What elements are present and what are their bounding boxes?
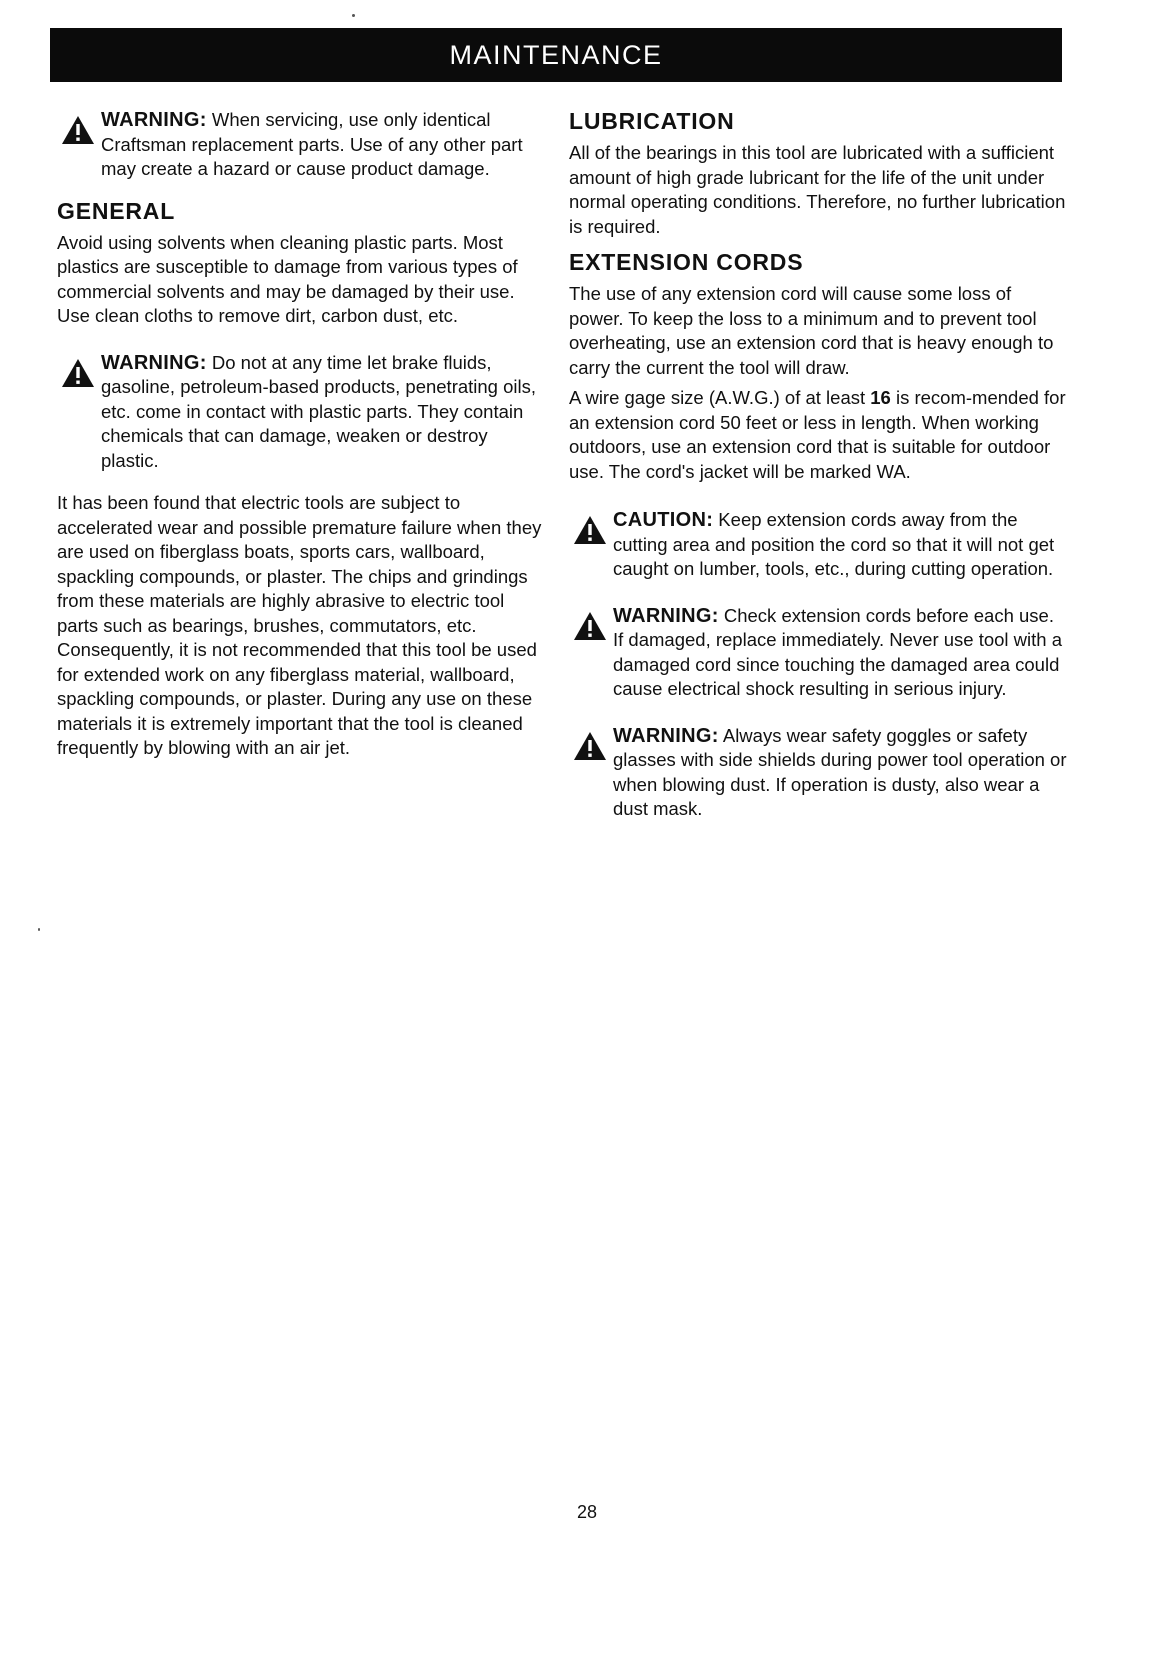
warning-safety-goggles — [569, 724, 1069, 822]
warning-triangle-icon — [61, 358, 95, 388]
warning-keyword: WARNING: — [101, 109, 207, 131]
warning-parts — [57, 108, 547, 182]
warning-triangle-icon — [573, 731, 607, 761]
wire-gage-text: A wire gage size (A.W.G.) of at least — [569, 387, 871, 408]
scan-speck — [38, 928, 40, 931]
scan-speck — [352, 14, 355, 17]
extension-cords-paragraph: The use of any extension cord will cause some loss of power. To keep the loss to a minimum and to prevent tool overheating, use an extension cord that is heavy enough to carry the current the tool will draw. — [569, 283, 1054, 378]
extension-cords-heading: EXTENSION CORDS — [569, 249, 804, 275]
warning-plastics — [57, 351, 547, 474]
lubrication-paragraph: All of the bearings in this tool are lubricated with a sufficient amount of high grade lubricant for the life of the unit under normal operating conditions. Therefore, no further lubrication is required. — [569, 142, 1066, 237]
warning-keyword: WARNING: — [101, 351, 207, 374]
caution-text: Keep extension cords away from the cutting area and position the cord so that it will not get caught on lumber, tools, etc., during cutting operation. — [613, 509, 1055, 579]
left-column — [57, 108, 547, 761]
right-column — [569, 108, 1069, 822]
fiberglass-paragraph: It has been found that electric tools are subject to accelerated wear and possible premature failure when they are used on fiberglass boats, sports cars, wallboard, spackling compounds, or plaster. The chips and grindings from these materials are highly abrasive to electric tool parts such as bearings, brushes, commutators, etc. Consequently, it is not recommended that this tool be used for extended work on any fiberglass material, wallboard, spackling compounds, or plaster. During any use on these materials it is extremely important that the tool is cleaned frequently by blowing with an air jet. — [57, 492, 542, 758]
warning-triangle-icon — [573, 515, 607, 545]
warning-keyword: WARNING: — [613, 604, 719, 627]
warning-text: Check extension cords before each use. If damaged, replace immediately. Never use tool with a damaged cord since touching the damaged area could cause electrical shock resulting in serious injury. — [613, 604, 1063, 699]
wire-gage-text-rest: is recom-mended for an extension cord 50 feet or less in length. When working outdoors, use an extension cord that is suitable for outdoor use. The cord's jacket will be marked WA. — [569, 387, 1066, 482]
warning-triangle-icon — [573, 611, 607, 641]
lubrication-heading: LUBRICATION — [569, 108, 735, 134]
warning-triangle-icon — [61, 115, 95, 145]
warning-text: Always wear safety goggles or safety glasses with side shields during power tool operation or when blowing dust. If operation is dusty, also wear a dust mask. — [613, 724, 1067, 819]
warning-text: Do not at any time let brake fluids, gasoline, petroleum-based products, penetrating oils, etc. come in contact with plastic parts. They contain chemicals that can damage, weaken or destroy plastic. — [101, 351, 537, 471]
section-banner — [50, 28, 1062, 82]
general-paragraph: Avoid using solvents when cleaning plastic parts. Most plastics are susceptible to damage from various types of commercial solvents and may be damaged by their use. Use clean cloths to remove dirt, carbon dust, etc. — [57, 231, 518, 326]
caution-keyword: CAUTION: — [613, 509, 714, 531]
wire-gage-value: 16 — [870, 387, 891, 408]
page-title: MAINTENANCE — [449, 39, 663, 70]
page-number: 28 — [576, 1502, 598, 1522]
warning-keyword: WARNING: — [613, 724, 719, 747]
warning-check-cords — [569, 604, 1069, 702]
general-heading: GENERAL — [57, 197, 176, 224]
warning-text: When servicing, use only identical Craftsman replacement parts. Use of any other part may create a hazard or cause product damage. — [101, 109, 523, 179]
wire-gage-paragraph — [569, 386, 1069, 484]
caution-cord-placement — [569, 508, 1069, 582]
